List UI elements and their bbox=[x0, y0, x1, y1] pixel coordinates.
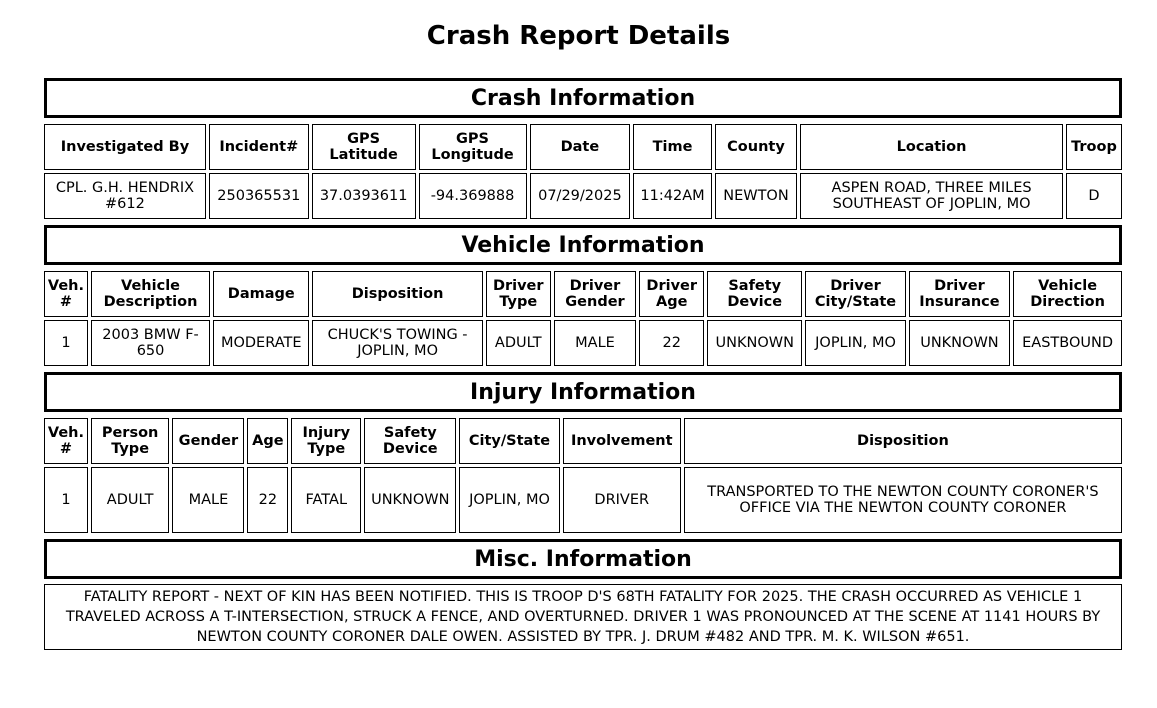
misc-info-text: FATALITY REPORT - NEXT OF KIN HAS BEEN NOTIFIED. THIS IS TROOP D'S 68TH FATALITY FOR 2025. THE CRASH OCCURRED AS VEHICLE 1 TRAVELED ACROSS A T-INTERSECTION, STRUCK A FENCE, AND OVERTURNED. DRIVER 1 WAS PRONOUNCED AT THE SCENE AT 1141 HOURS BY NEWTON COUNTY CORONER DALE OWEN. ASSISTED BY TPR. J. DRUM #482 AND TPR. M. K. WILSON #651. bbox=[44, 584, 1122, 650]
header-gps-longitude: GPS Longitude bbox=[419, 124, 527, 170]
cell-safety-device: UNKNOWN bbox=[364, 467, 456, 533]
header-gender: Gender bbox=[172, 418, 244, 464]
header-driver-type: Driver Type bbox=[486, 271, 551, 317]
header-time: Time bbox=[633, 124, 711, 170]
cell-vehicle-description: 2003 BMW F-650 bbox=[91, 320, 210, 366]
table-row bbox=[44, 467, 1122, 533]
header-veh-number: Veh. # bbox=[44, 271, 88, 317]
cell-veh-number: 1 bbox=[44, 467, 88, 533]
header-city-state: City/State bbox=[459, 418, 559, 464]
header-safety-device: Safety Device bbox=[364, 418, 456, 464]
header-disposition: Disposition bbox=[684, 418, 1122, 464]
misc-info-heading: Misc. Information bbox=[44, 539, 1122, 579]
cell-incident: 250365531 bbox=[209, 173, 309, 219]
cell-disposition: CHUCK'S TOWING - JOPLIN, MO bbox=[312, 320, 482, 366]
header-driver-age: Driver Age bbox=[639, 271, 704, 317]
header-damage: Damage bbox=[213, 271, 309, 317]
cell-injury-type: FATAL bbox=[291, 467, 361, 533]
header-injury-type: Injury Type bbox=[291, 418, 361, 464]
cell-gps-latitude: 37.0393611 bbox=[312, 173, 416, 219]
cell-driver-gender: MALE bbox=[554, 320, 637, 366]
header-age: Age bbox=[247, 418, 288, 464]
cell-disposition: TRANSPORTED TO THE NEWTON COUNTY CORONER'S OFFICE VIA THE NEWTON COUNTY CORONER bbox=[684, 467, 1122, 533]
header-driver-city-state: Driver City/State bbox=[805, 271, 905, 317]
cell-person-type: ADULT bbox=[91, 467, 169, 533]
header-date: Date bbox=[530, 124, 631, 170]
injury-info-table bbox=[41, 415, 1125, 536]
injury-info-heading: Injury Information bbox=[44, 372, 1122, 412]
cell-gps-longitude: -94.369888 bbox=[419, 173, 527, 219]
header-driver-insurance: Driver Insurance bbox=[909, 271, 1010, 317]
header-location: Location bbox=[800, 124, 1063, 170]
header-vehicle-direction: Vehicle Direction bbox=[1013, 271, 1122, 317]
cell-involvement: DRIVER bbox=[563, 467, 681, 533]
table-row bbox=[44, 320, 1122, 366]
header-disposition: Disposition bbox=[312, 271, 482, 317]
header-troop: Troop bbox=[1066, 124, 1122, 170]
cell-driver-type: ADULT bbox=[486, 320, 551, 366]
cell-time: 11:42AM bbox=[633, 173, 711, 219]
header-driver-gender: Driver Gender bbox=[554, 271, 637, 317]
cell-county: NEWTON bbox=[715, 173, 797, 219]
header-investigated-by: Investigated By bbox=[44, 124, 206, 170]
cell-driver-age: 22 bbox=[639, 320, 704, 366]
vehicle-info-heading: Vehicle Information bbox=[44, 225, 1122, 265]
header-county: County bbox=[715, 124, 797, 170]
crash-info-heading: Crash Information bbox=[44, 78, 1122, 118]
cell-safety-device: UNKNOWN bbox=[707, 320, 802, 366]
vehicle-info-table bbox=[41, 268, 1125, 369]
header-incident: Incident# bbox=[209, 124, 309, 170]
report-container bbox=[44, 78, 1122, 650]
cell-gender: MALE bbox=[172, 467, 244, 533]
cell-damage: MODERATE bbox=[213, 320, 309, 366]
cell-troop: D bbox=[1066, 173, 1122, 219]
crash-info-table bbox=[41, 121, 1125, 222]
header-veh-number: Veh. # bbox=[44, 418, 88, 464]
cell-veh-number: 1 bbox=[44, 320, 88, 366]
cell-driver-city-state: JOPLIN, MO bbox=[805, 320, 905, 366]
cell-vehicle-direction: EASTBOUND bbox=[1013, 320, 1122, 366]
cell-date: 07/29/2025 bbox=[530, 173, 631, 219]
injury-header-row bbox=[44, 418, 1122, 464]
cell-investigated-by: CPL. G.H. HENDRIX #612 bbox=[44, 173, 206, 219]
header-involvement: Involvement bbox=[563, 418, 681, 464]
crash-header-row bbox=[44, 124, 1122, 170]
cell-location: ASPEN ROAD, THREE MILES SOUTHEAST OF JOPLIN, MO bbox=[800, 173, 1063, 219]
page-title: Crash Report Details bbox=[426, 21, 731, 51]
cell-city-state: JOPLIN, MO bbox=[459, 467, 559, 533]
cell-driver-insurance: UNKNOWN bbox=[909, 320, 1010, 366]
vehicle-header-row bbox=[44, 271, 1122, 317]
header-safety-device: Safety Device bbox=[707, 271, 802, 317]
header-vehicle-description: Vehicle Description bbox=[91, 271, 210, 317]
header-person-type: Person Type bbox=[91, 418, 169, 464]
header-gps-latitude: GPS Latitude bbox=[312, 124, 416, 170]
table-row bbox=[44, 173, 1122, 219]
cell-age: 22 bbox=[247, 467, 288, 533]
